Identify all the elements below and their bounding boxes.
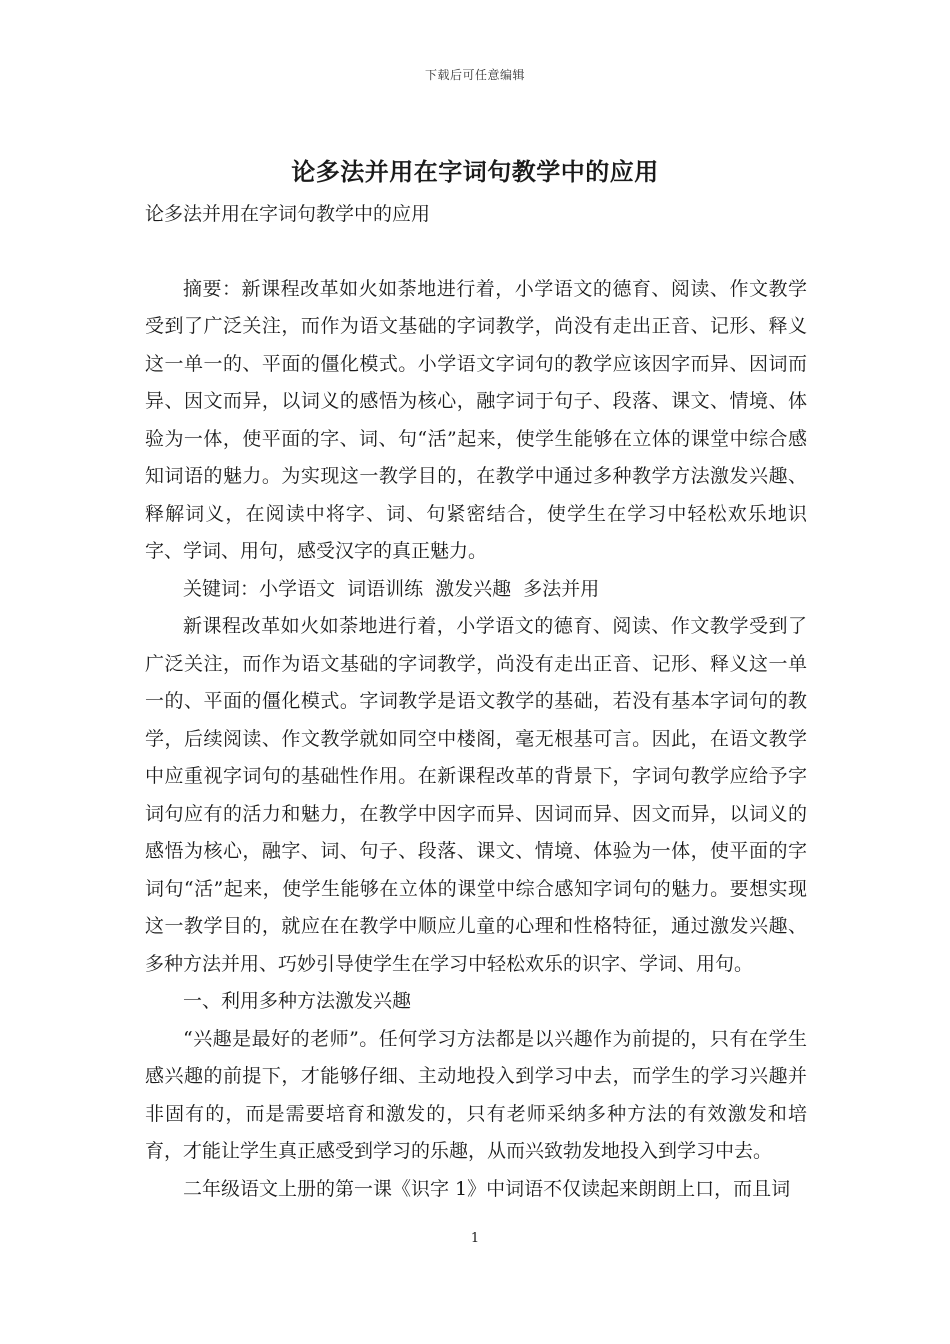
body-paragraph: “兴趣是最好的老师”。任何学习方法都是以兴趣作为前提的，只有在学生感兴趣的前提下，才能够仔细、主动地投入到学习中去，而学生的学习兴趣并非固有的，而是需要培育和激发的，只有老师采纳多种方法的有效激发和培育，才能让学生真正感受到学习的乐趣，从而兴致勃发地投入到学习中去。 [145,1027,807,1162]
intro-paragraph: 新课程改革如火如荼地进行着，小学语文的德育、阅读、作文教学受到了广泛关注，而作为语文基础的字词教学，尚没有走出正音、记形、释义这一单一的、平面的僵化模式。字词教学是语文教学的基础，若没有基本字词句的教学，后续阅读、作文教学就如同空中楼阁，毫无根基可言。因此，在语文教学中应重视字词句的基础性作用。在新课程改革的背景下，字词句教学应给予字词句应有的活力和魅力，在教学中因字而异、因词而异、因文而异，以词义的感悟为核心，融字、词、句子、段落、课文、情境、体验为一体，使平面的字词句“活”起来，使学生能够在立体的课堂中综合感知字词句的魅力。要想实现这一教学目的，就应在在教学中顺应儿童的心理和性格特征，通过激发兴趣、多种方法并用、巧妙引导使学生在学习中轻松欢乐的识字、学词、用句。 [145,615,807,975]
abstract-paragraph: 摘要：新课程改革如火如荼地进行着，小学语文的德育、阅读、作文教学受到了广泛关注，而作为语文基础的字词教学，尚没有走出正音、记形、释义这一单一的、平面的僵化模式。小学语文字词句的教学应该因字而异、因词而异、因文而异，以词义的感悟为核心，融字词于句子、段落、课文、情境、体验为一体，使平面的字、词、句“活”起来，使学生能够在立体的课堂中综合感知词语的魅力。为实现这一教学目的，在教学中通过多种教学方法激发兴趣、释解词义，在阅读中将字、词、句紧密结合，使学生在学习中轻松欢乐地识字、学词、用句，感受汉字的真正魅力。 [145,277,807,562]
document-body [145,196,807,1208]
document-subtitle: 论多法并用在字词句教学中的应用 [145,203,431,225]
page-number: 1 [470,1231,480,1246]
header-note: 下载后可任意编辑 [424,68,525,82]
keywords-line: 关键词：小学语文 词语训练 激发兴趣 多法并用 [183,577,600,600]
section-heading: 一、利用多种方法激发兴趣 [183,990,412,1012]
body-paragraph: 二年级语文上册的第一课《识字 1》中词语不仅读起来朗朗上口，而且词 [183,1177,791,1200]
document-title: 论多法并用在字词句教学中的应用 [291,157,659,186]
